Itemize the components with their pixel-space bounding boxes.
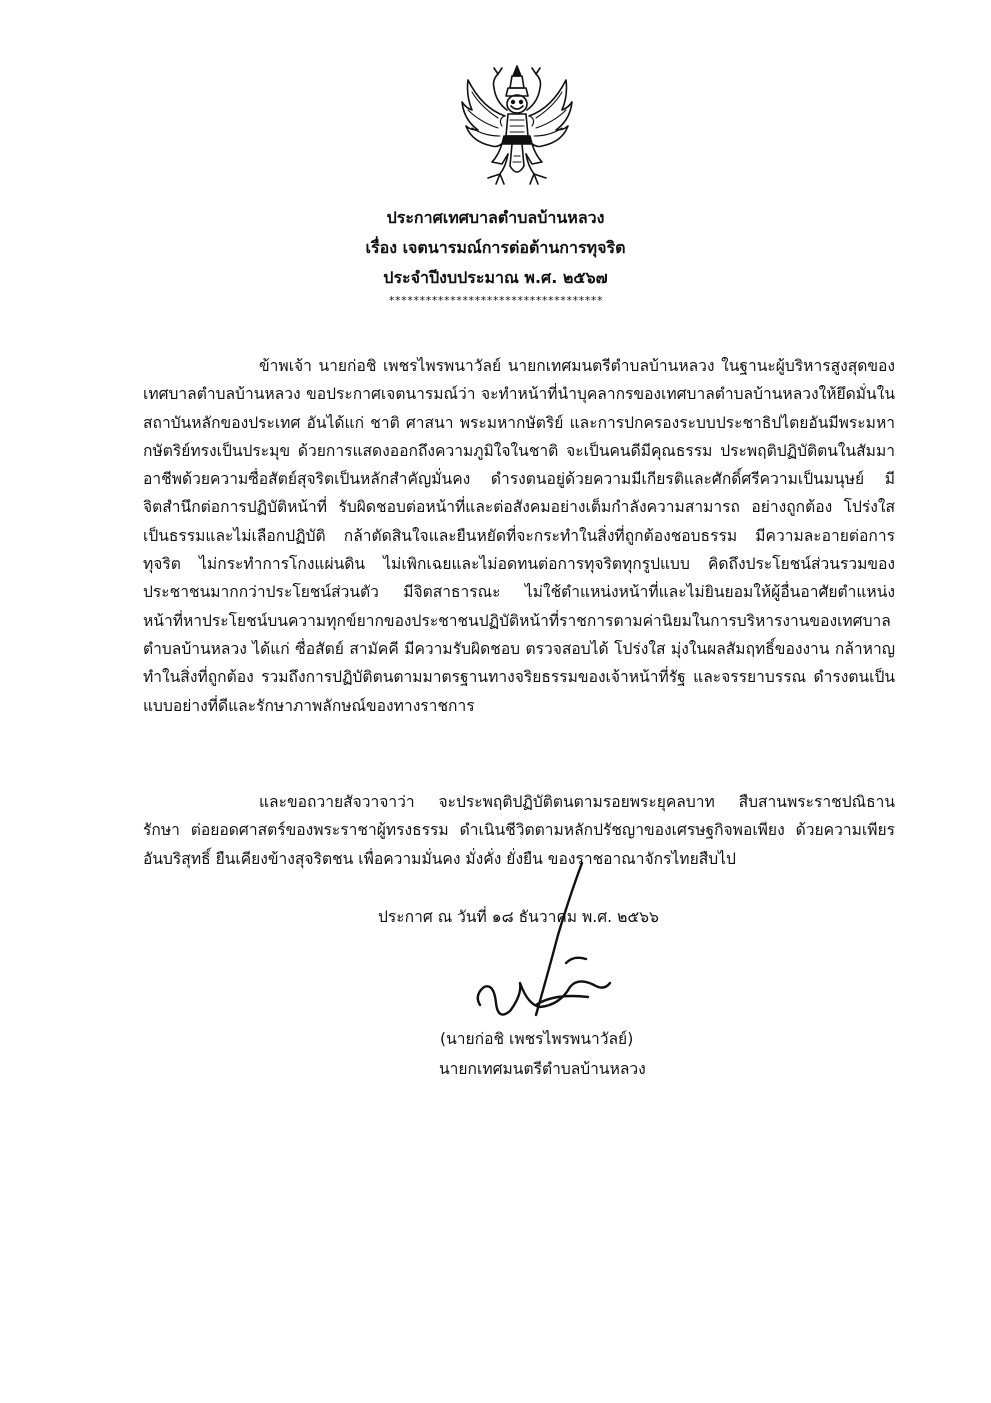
body-paragraph-2: และขอถวายสัจวาจาว่า จะประพฤติปฏิบัติตนตามรอยพระยุคลบาท สืบสานพระราชปณิธาน รักษา ต่อยอดศาสตร์ของพระราชาผู้ทรงธรรม ดำเนินชีวิตตามหลักปรัชญาของเศรษฐกิจพอเพียง ด้วยความเพียรอันบริสุทธิ์ ยืนเคียงข้างสุจริตชน เพื่อความมั่นคง มั่งคั่ง ยั่งยืน ของราชอาณาจักรไทยสืบไป xyxy=(143,793,895,868)
announcement-title: ประกาศเทศบาลตำบลบ้านหลวง xyxy=(386,208,605,227)
body-paragraph-1: ข้าพเจ้า นายก่อชิ เพชรไพรพนาวัลย์ นายกเทศมนตรีตำบลบ้านหลวง ในฐานะผู้บริหารสูงสุดของเทศบาลตำบลบ้านหลวง ขอประกาศเจตนารมณ์ว่า จะทำหน้าที่นำบุคลากรของเทศบาลตำบลบ้านหลวงให้ยึดมั่นในสถาบันหลักของประเทศ อันได้แก่ ชาติ ศาสนา พระมหากษัตริย์ และการปกครองระบบประชาธิปไตยอันมีพระมหากษัตริย์ทรงเป็นประมุข ด้วยการแสดงออกถึงความภูมิใจในชาติ จะเป็นคนดีมีคุณธรรม ประพฤติปฏิบัติตนในสัมมาอาชีพด้วยความซื่อสัตย์สุจริตเป็นหลักสำคัญมั่นคง ดำรงตนอยู่ด้วยความมีเกียรติและศักดิ์ศรีความเป็นมนุษย์ มีจิตสำนึกต่อการปฏิบัติหน้าที่ รับผิดชอบต่อหน้าที่และต่อสังคมอย่างเต็มกำลังความสามารถ อย่างถูกต้อง โปร่งใส เป็นธรรมและไม่เลือกปฏิบัติ กล้าตัดสินใจและยืนหยัดที่จะกระทำในสิ่งที่ถูกต้องชอบธรรม มีความละอายต่อการทุจริต ไม่กระทำการโกงแผ่นดิน ไม่เพิกเฉยและไม่อดทนต่อการทุจริตทุกรูปแบบ คิดถึงประโยชน์ส่วนรวมของประชาชนมากกว่าประโยชน์ส่วนตัว มีจิตสาธารณะ ไม่ใช้ตำแหน่งหน้าที่และไม่ยินยอมให้ผู้อื่นอาศัยตำแหน่งหน้าที่หาประโยชน์บนความทุกข์ยากของประชาชนปฏิบัติหน้าที่ราชการตามค่านิยมในการบริหารงานของเทศบาลตำบลบ้านหลวง ได้แก่ ซื่อสัตย์ สามัคคี มีความรับผิดชอบ ตรวจสอบได้ โปร่งใส มุ่งในผลสัมฤทธิ์ของงาน กล้าหาญทำในสิ่งที่ถูกต้อง รวมถึงการปฏิบัติตนตามมาตรฐานทางจริยธรรมของเจ้าหน้าที่รัฐ และจรรยาบรรณ ดำรงตนเป็นแบบอย่างที่ดีและรักษาภาพลักษณ์ของทางราชการ xyxy=(143,357,895,715)
star-separator: *********************************** xyxy=(388,294,603,307)
garuda-emblem-icon xyxy=(458,62,576,192)
signer-position: นายกเทศมนตรีตำบลบ้านหลวง xyxy=(439,1060,646,1078)
handwritten-signature-icon xyxy=(470,855,620,1035)
fiscal-year-line: ประจำปีงบประมาณ พ.ศ. ๒๕๖๗ xyxy=(383,268,608,287)
signer-name: (นายก่อชิ เพชรไพรพนาวัลย์) xyxy=(440,1030,634,1048)
announcement-date: ประกาศ ณ วันที่ ๑๘ ธันวาคม พ.ศ. ๒๕๖๖ xyxy=(378,908,659,926)
announcement-subject: เรื่อง เจตนารมณ์การต่อต้านการทุจริต xyxy=(365,238,626,257)
